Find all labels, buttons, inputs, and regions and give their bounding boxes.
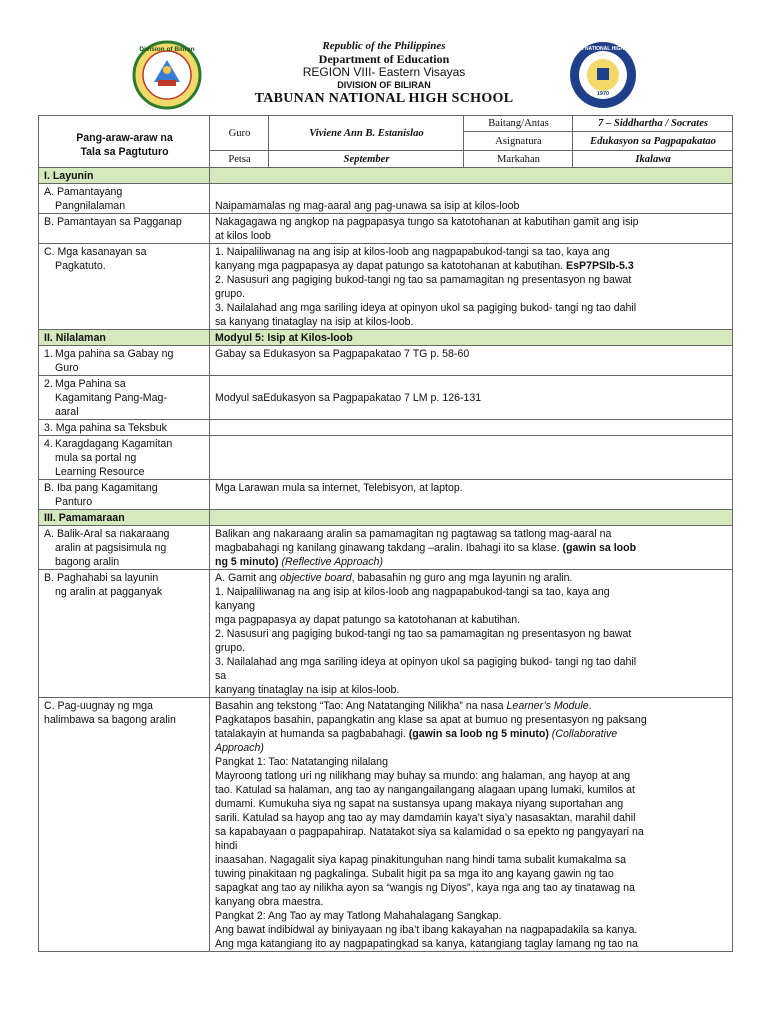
region-line: REGION VIII- Eastern Visayas [302,65,466,79]
row-value: Naipamamalas ng mag-aaral ang pag-unawa sa isip at kilos-loob [210,184,733,214]
section-pamamaraan [39,510,733,526]
row-label: 1. Mga pahina sa Gabay ng Guro [39,346,210,376]
row-pamantayang-pangnilalaman [39,184,733,214]
row-kasanayan-sa-pagkatuto [39,244,733,330]
svg-text:TABUNAN NATIONAL HIGH SCHOOL: TABUNAN NATIONAL HIGH SCHOOL [559,46,647,52]
row-paghahabi-sa-layunin [39,570,733,698]
row-label: 4. Karagdagang Kagamitan mula sa portal ng Learning Resource [39,436,210,480]
row-label: A. Balik-Aral sa nakaraang aralin at pagsisimula ng bagong aralin [39,526,210,570]
row-value [210,420,733,436]
row-teksbuk [39,420,733,436]
row-value: Balikan ang nakaraang aralin sa pamamagitan ng pagtawag sa tatlong mag-aaral na magbabahagi ng kanilang ginawang takdang –aralin. Ibahagi ito sa klase. (gawin sa loob ng 5 minuto) (Reflective Approach) [210,526,733,570]
row-pag-uugnay-ng-halimbawa [39,698,733,952]
section-layunin [39,168,733,184]
row-iba-pang-kagamitang-panturo [39,480,733,510]
baitang-value: 7 – Siddhartha / Socrates [573,116,733,132]
row-label: B. Pamantayan sa Pagganap [39,214,210,244]
section-fill [210,168,733,184]
republic-line: Republic of the Philippines [322,40,446,52]
row-value: Mga Larawan mula sa internet, Telebisyon, at laptop. [210,480,733,510]
row-value: 1. Naipaliliwanag na ang isip at kilos-loob ang nagpapabukod-tangi sa tao, kaya ang kanyang mga pagpapasya ay dapat patungo sa katotohanan at kabutihan. EsP7PSIb-5.3 2. Nasusuri ang pagiging bukod-tangi ng tao sa pamamagitan ng presentasyon ng bawat grupo. 3. Nailalahad ang mga sariling ideya at opinyon ukol sa pagiging bukod- tangi ng tao dahil sa kanyang tinataglay na isip at kilos-loob. [210,244,733,330]
row-value [210,436,733,480]
markahan-label: Markahan [464,151,573,168]
row-label: C. Pag-uugnay ng mga halimbawa sa bagong aralin [39,698,210,952]
row-value: Gabay sa Edukasyon sa Pagpapakatao 7 TG p. 58-60 [210,346,733,376]
row-kagamitang-pang-mag-aaral [39,376,733,420]
school-seal-logo [559,40,647,110]
markahan-value: Ikalawa [573,151,733,168]
svg-text:Division of Biliran: Division of Biliran [139,46,195,53]
row-label: 3. Mga pahina sa Teksbuk [39,420,210,436]
guro-value: Viviene Ann B. Estanislao [269,116,464,151]
guro-label: Guro [210,116,269,151]
section-title: I. Layunin [39,168,210,184]
row-label: 2. Mga Pahina sa Kagamitang Pang-Mag- aaral [39,376,210,420]
row-value: Modyul saEdukasyon sa Pagpapakatao 7 LM p. 126-131 [210,376,733,420]
row-label: C. Mga kasanayan sa Pagkatuto. [39,244,210,330]
section-fill [210,510,733,526]
row-karagdagang-kagamitan [39,436,733,480]
petsa-label: Petsa [210,151,269,168]
row-label: B. Iba pang Kagamitang Panturo [39,480,210,510]
baitang-label: Baitang/Antas [464,116,573,132]
school-name: TABUNAN NATIONAL HIGH SCHOOL [254,91,514,106]
asignatura-label: Asignatura [464,132,573,151]
row-value: Nakagagawa ng angkop na pagpapasya tungo sa katotohanan at kabutihan gamit ang isip at kilos loob [210,214,733,244]
row-label: A. Pamantayang Pangnilalaman [39,184,210,214]
row-value: Basahin ang tekstong “Tao: Ang Natatanging Nilikha” na nasa Learner’s Module. Pagkatapos basahin, papangkatin ang klase sa apat at bumuo ng presentasyon ng paksang tatalakayin at humanda sa pagbabahagi. (gawin sa loob ng 5 minuto) (Collaborative Approach) Pangkat 1: Tao: Natatanging nilalang Mayroong tatlong uri ng nilikhang may buhay sa mundo: ang halaman, ang hayop at ang tao. Katulad sa halaman, ang tao ay nangangailangang alagaan upang lumaki, kumilos at dumami. Kumukuha siya ng sapat na sustansya upang makaya niyang suportahan ang sarili. Katulad sa hayop ang tao ay may damdamin kaya’t siya’y nasasaktan, marahil dahil sa kapabayaan o pagpapahirap. Natatakot siya sa kalamidad o sa epekto ng pangyayari na hindi inaasahan. Nagagalit siya kapag pinakitunguhan nang hindi tama subalit kumakalma sa tuwing pinakitaan ng pagkalinga. Subalit higit pa sa mga ito ang kayang gawin ng tao sapagkat ang tao ay nilikha ayon sa “wangis ng Diyos”, kaya nga ang tao ay tinatawag na kanyang obra maestra. Pangkat 2: Ang Tao ay may Tatlong Mahahalagang Sangkap. Ang bawat indibidwal ay biniyayaan ng iba’t ibang kakayahan na nagpapadakila sa kanya. Ang mga katangiang ito ay nagpapatingkad sa kanya, katangiang taglay lamang ng tao na [210,698,733,952]
row-value: A. Gamit ang objective board, babasahin ng guro ang mga layunin ng aralin. 1. Naipaliliwanag na ang isip at kilos-loob ang nagpapabukod-tangi sa tao, kaya ang kanyang mga pagpapasya ay dapat patungo sa katotohanan at kabutihan. 2. Nasusuri ang pagiging bukod-tangi ng tao sa pamamagitan ng presentasyon ng bawat grupo. 3. Nailalahad ang mga sariling ideya at opinyon ukol sa pagiging bukod- tangi ng tao dahil sa kanyang tinataglay na isip at kilos-loob. [210,570,733,698]
section-title: III. Pamamaraan [39,510,210,526]
row-label: B. Paghahabi sa layunin ng aralin at pagganyak [39,570,210,698]
division-seal-logo [132,40,202,110]
document-header [0,36,768,114]
log-title: Pang-araw-araw na Tala sa Pagtuturo [39,116,210,168]
petsa-value: September [269,151,464,168]
department-line: Department of Education [318,52,450,66]
asignatura-value: Edukasyon sa Pagpapakatao [573,132,733,151]
row-pamantayan-sa-pagganap [39,214,733,244]
row-gabay-ng-guro [39,346,733,376]
row-balik-aral [39,526,733,570]
section-nilalaman [39,330,733,346]
lesson-log-table [38,115,733,952]
division-line: DIVISION OF BILIRAN [337,80,431,90]
competency-code: EsP7PSIb-5.3 [566,260,634,272]
section-title: II. Nilalaman [39,330,210,346]
svg-text:1970: 1970 [596,91,610,97]
modyul-title: Modyul 5: Isip at Kilos-loob [210,330,733,346]
header-text [200,40,568,105]
